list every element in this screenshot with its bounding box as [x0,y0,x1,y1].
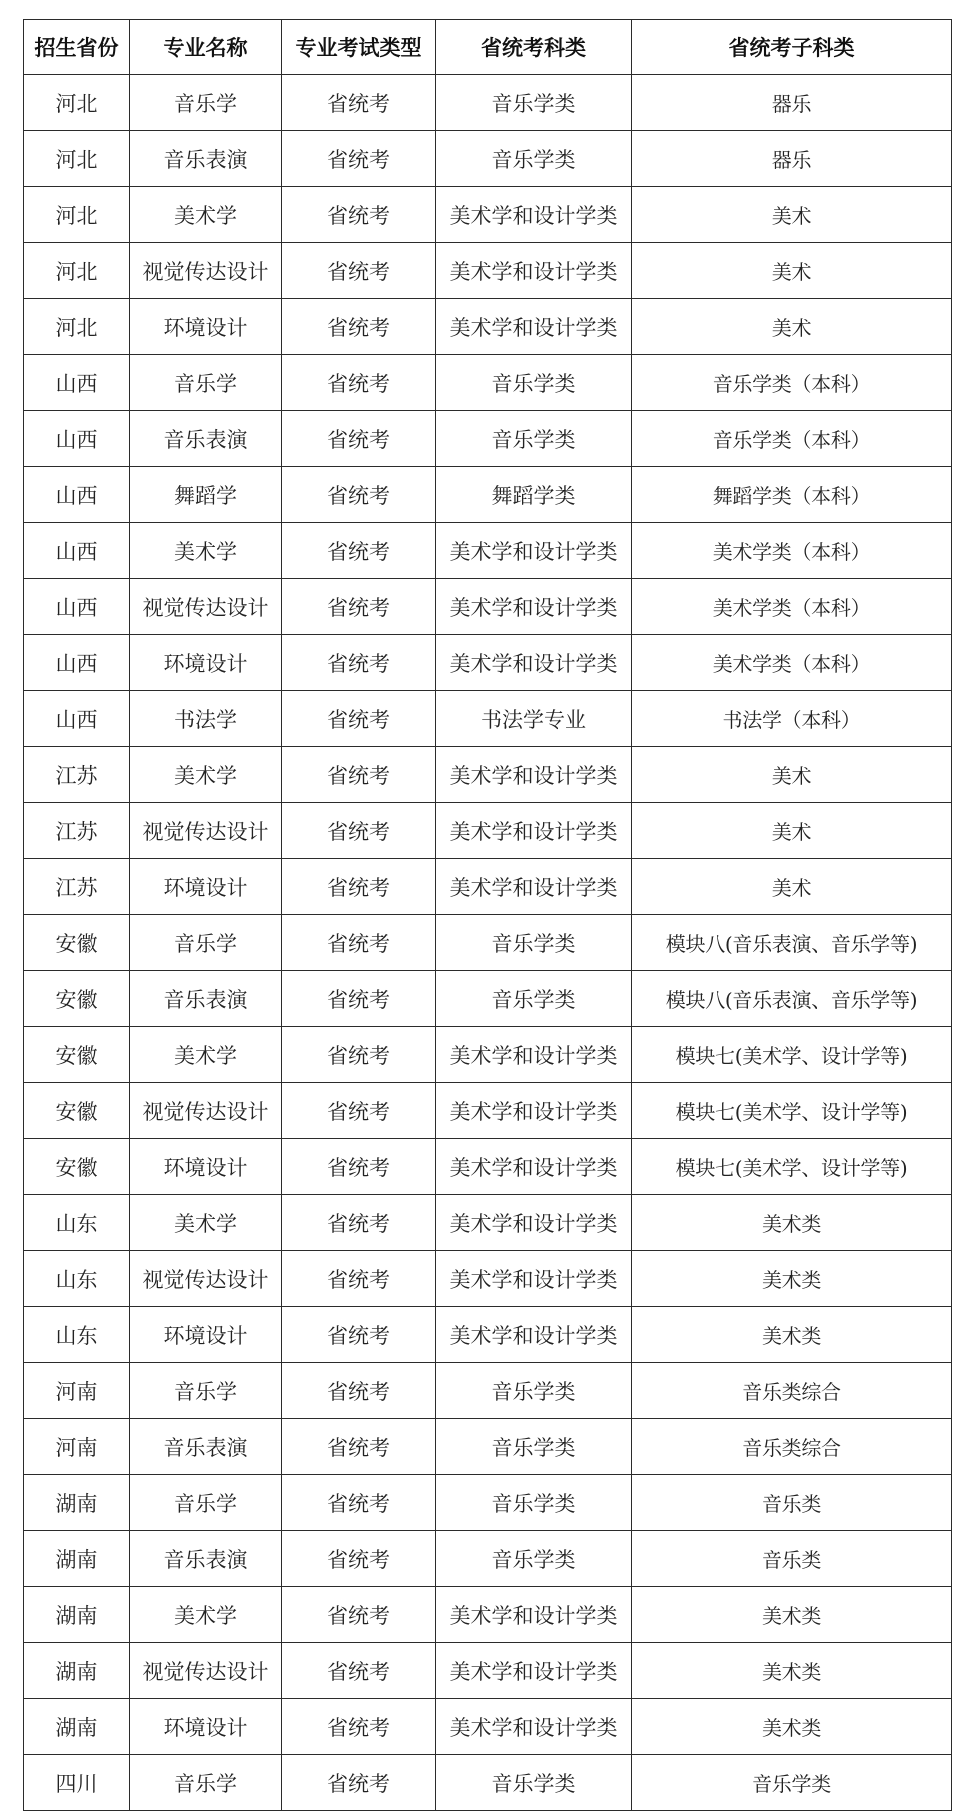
major-cell: 书法学 [130,691,282,747]
province-cell: 山西 [24,635,130,691]
table-row [24,523,952,579]
category-cell: 音乐学类 [436,75,632,131]
province-cell: 湖南 [24,1643,130,1699]
category-cell: 音乐学类 [436,1475,632,1531]
table-row [24,1083,952,1139]
exam-type-cell: 省统考 [282,1643,436,1699]
exam-type-cell: 省统考 [282,187,436,243]
province-cell: 山西 [24,355,130,411]
exam-type-cell: 省统考 [282,299,436,355]
major-cell: 视觉传达设计 [130,579,282,635]
exam-type-cell: 省统考 [282,635,436,691]
category-cell: 音乐学类 [436,1363,632,1419]
major-cell: 音乐表演 [130,1531,282,1587]
table-row [24,131,952,187]
major-cell: 音乐表演 [130,411,282,467]
province-cell: 山西 [24,411,130,467]
category-cell: 音乐学类 [436,971,632,1027]
category-cell: 美术学和设计学类 [436,523,632,579]
subcategory-cell: 美术类 [632,1307,952,1363]
exam-type-cell: 省统考 [282,131,436,187]
major-cell: 舞蹈学 [130,467,282,523]
subcategory-cell: 音乐学类（本科） [632,411,952,467]
subcategory-cell: 器乐 [632,75,952,131]
exam-type-cell: 省统考 [282,1363,436,1419]
table-row [24,1699,952,1755]
subcategory-cell: 美术 [632,299,952,355]
province-cell: 山东 [24,1307,130,1363]
major-cell: 音乐学 [130,355,282,411]
table-row [24,75,952,131]
category-cell: 美术学和设计学类 [436,1307,632,1363]
table-row [24,467,952,523]
subcategory-cell: 音乐学类（本科） [632,355,952,411]
table-row [24,1027,952,1083]
category-cell: 音乐学类 [436,1755,632,1811]
table-row [24,1195,952,1251]
province-cell: 河北 [24,243,130,299]
major-cell: 美术学 [130,747,282,803]
subcategory-cell: 美术类 [632,1195,952,1251]
subcategory-cell: 美术 [632,803,952,859]
province-cell: 湖南 [24,1587,130,1643]
province-cell: 河北 [24,299,130,355]
category-cell: 音乐学类 [436,131,632,187]
subcategory-cell: 模块八(音乐表演、音乐学等) [632,915,952,971]
subcategory-cell: 美术类 [632,1587,952,1643]
table-row [24,747,952,803]
subcategory-cell: 美术 [632,243,952,299]
category-cell: 书法学专业 [436,691,632,747]
table-row [24,859,952,915]
major-cell: 音乐学 [130,1363,282,1419]
exam-type-cell: 省统考 [282,411,436,467]
exam-type-cell: 省统考 [282,691,436,747]
exam-type-cell: 省统考 [282,355,436,411]
exam-type-cell: 省统考 [282,1755,436,1811]
province-cell: 河北 [24,131,130,187]
major-cell: 音乐学 [130,915,282,971]
table-row [24,579,952,635]
table-body [24,75,952,1811]
exam-type-cell: 省统考 [282,971,436,1027]
major-cell: 美术学 [130,523,282,579]
exam-type-cell: 省统考 [282,1475,436,1531]
province-cell: 山西 [24,523,130,579]
major-cell: 环境设计 [130,1139,282,1195]
major-cell: 音乐学 [130,1755,282,1811]
exam-type-cell: 省统考 [282,523,436,579]
exam-type-cell: 省统考 [282,1531,436,1587]
major-cell: 音乐表演 [130,131,282,187]
admissions-table-container [23,19,951,1811]
province-cell: 湖南 [24,1531,130,1587]
category-cell: 美术学和设计学类 [436,1027,632,1083]
table-row [24,1419,952,1475]
category-cell: 音乐学类 [436,1531,632,1587]
table-row [24,803,952,859]
category-cell: 美术学和设计学类 [436,1083,632,1139]
category-cell: 美术学和设计学类 [436,1251,632,1307]
exam-type-cell: 省统考 [282,915,436,971]
province-cell: 安徽 [24,915,130,971]
subcategory-cell: 器乐 [632,131,952,187]
category-cell: 美术学和设计学类 [436,187,632,243]
province-cell: 河北 [24,75,130,131]
subcategory-cell: 美术 [632,187,952,243]
subcategory-cell: 美术学类（本科） [632,579,952,635]
province-cell: 四川 [24,1755,130,1811]
province-cell: 山东 [24,1251,130,1307]
table-row [24,691,952,747]
province-cell: 山西 [24,579,130,635]
table-row [24,1475,952,1531]
subcategory-cell: 美术类 [632,1699,952,1755]
major-cell: 视觉传达设计 [130,803,282,859]
table-row [24,411,952,467]
table-row [24,299,952,355]
subcategory-cell: 书法学（本科） [632,691,952,747]
province-cell: 山西 [24,467,130,523]
exam-type-cell: 省统考 [282,1307,436,1363]
subcategory-cell: 音乐类 [632,1531,952,1587]
subcategory-cell: 音乐类综合 [632,1419,952,1475]
category-cell: 音乐学类 [436,411,632,467]
major-cell: 音乐表演 [130,971,282,1027]
exam-type-cell: 省统考 [282,75,436,131]
major-cell: 美术学 [130,1195,282,1251]
subcategory-cell: 美术学类（本科） [632,523,952,579]
category-cell: 舞蹈学类 [436,467,632,523]
category-cell: 音乐学类 [436,1419,632,1475]
subcategory-cell: 美术类 [632,1251,952,1307]
subcategory-cell: 音乐类综合 [632,1363,952,1419]
exam-type-cell: 省统考 [282,859,436,915]
exam-type-cell: 省统考 [282,1699,436,1755]
exam-type-cell: 省统考 [282,1251,436,1307]
subcategory-cell: 模块七(美术学、设计学等) [632,1139,952,1195]
major-cell: 美术学 [130,187,282,243]
exam-type-cell: 省统考 [282,747,436,803]
header-category: 省统考科类 [436,20,632,75]
category-cell: 美术学和设计学类 [436,803,632,859]
category-cell: 美术学和设计学类 [436,1699,632,1755]
table-row [24,1139,952,1195]
table-row [24,635,952,691]
category-cell: 美术学和设计学类 [436,1643,632,1699]
major-cell: 美术学 [130,1587,282,1643]
province-cell: 安徽 [24,1083,130,1139]
major-cell: 美术学 [130,1027,282,1083]
subcategory-cell: 美术 [632,859,952,915]
category-cell: 美术学和设计学类 [436,579,632,635]
province-cell: 江苏 [24,747,130,803]
province-cell: 湖南 [24,1699,130,1755]
province-cell: 安徽 [24,1139,130,1195]
table-row [24,915,952,971]
exam-type-cell: 省统考 [282,1083,436,1139]
exam-type-cell: 省统考 [282,579,436,635]
province-cell: 安徽 [24,1027,130,1083]
province-cell: 江苏 [24,859,130,915]
exam-type-cell: 省统考 [282,1027,436,1083]
major-cell: 环境设计 [130,635,282,691]
major-cell: 视觉传达设计 [130,1643,282,1699]
category-cell: 美术学和设计学类 [436,299,632,355]
table-header [24,20,952,75]
exam-type-cell: 省统考 [282,1139,436,1195]
exam-type-cell: 省统考 [282,1587,436,1643]
table-row [24,1251,952,1307]
province-cell: 湖南 [24,1475,130,1531]
category-cell: 美术学和设计学类 [436,859,632,915]
category-cell: 美术学和设计学类 [436,747,632,803]
subcategory-cell: 模块七(美术学、设计学等) [632,1027,952,1083]
exam-type-cell: 省统考 [282,1195,436,1251]
table-row [24,1587,952,1643]
header-row [24,20,952,75]
subcategory-cell: 美术 [632,747,952,803]
province-cell: 河北 [24,187,130,243]
category-cell: 美术学和设计学类 [436,1139,632,1195]
category-cell: 美术学和设计学类 [436,243,632,299]
major-cell: 环境设计 [130,859,282,915]
category-cell: 音乐学类 [436,915,632,971]
province-cell: 江苏 [24,803,130,859]
province-cell: 河南 [24,1363,130,1419]
subcategory-cell: 美术类 [632,1643,952,1699]
major-cell: 视觉传达设计 [130,1083,282,1139]
table-row [24,1363,952,1419]
exam-type-cell: 省统考 [282,467,436,523]
major-cell: 视觉传达设计 [130,243,282,299]
subcategory-cell: 音乐类 [632,1475,952,1531]
major-cell: 环境设计 [130,1307,282,1363]
category-cell: 美术学和设计学类 [436,635,632,691]
table-row [24,187,952,243]
table-row [24,355,952,411]
province-cell: 安徽 [24,971,130,1027]
table-row [24,1755,952,1811]
category-cell: 音乐学类 [436,355,632,411]
category-cell: 美术学和设计学类 [436,1587,632,1643]
header-major: 专业名称 [130,20,282,75]
exam-type-cell: 省统考 [282,803,436,859]
province-cell: 山西 [24,691,130,747]
header-exam-type: 专业考试类型 [282,20,436,75]
subcategory-cell: 美术学类（本科） [632,635,952,691]
admissions-table [23,19,952,1811]
header-subcategory: 省统考子科类 [632,20,952,75]
major-cell: 音乐学 [130,75,282,131]
major-cell: 音乐表演 [130,1419,282,1475]
exam-type-cell: 省统考 [282,243,436,299]
subcategory-cell: 音乐学类 [632,1755,952,1811]
major-cell: 环境设计 [130,299,282,355]
province-cell: 山东 [24,1195,130,1251]
table-row [24,1643,952,1699]
table-row [24,971,952,1027]
major-cell: 音乐学 [130,1475,282,1531]
category-cell: 美术学和设计学类 [436,1195,632,1251]
major-cell: 环境设计 [130,1699,282,1755]
subcategory-cell: 模块七(美术学、设计学等) [632,1083,952,1139]
table-row [24,1531,952,1587]
exam-type-cell: 省统考 [282,1419,436,1475]
table-row [24,243,952,299]
header-province: 招生省份 [24,20,130,75]
table-row [24,1307,952,1363]
subcategory-cell: 模块八(音乐表演、音乐学等) [632,971,952,1027]
subcategory-cell: 舞蹈学类（本科） [632,467,952,523]
province-cell: 河南 [24,1419,130,1475]
major-cell: 视觉传达设计 [130,1251,282,1307]
